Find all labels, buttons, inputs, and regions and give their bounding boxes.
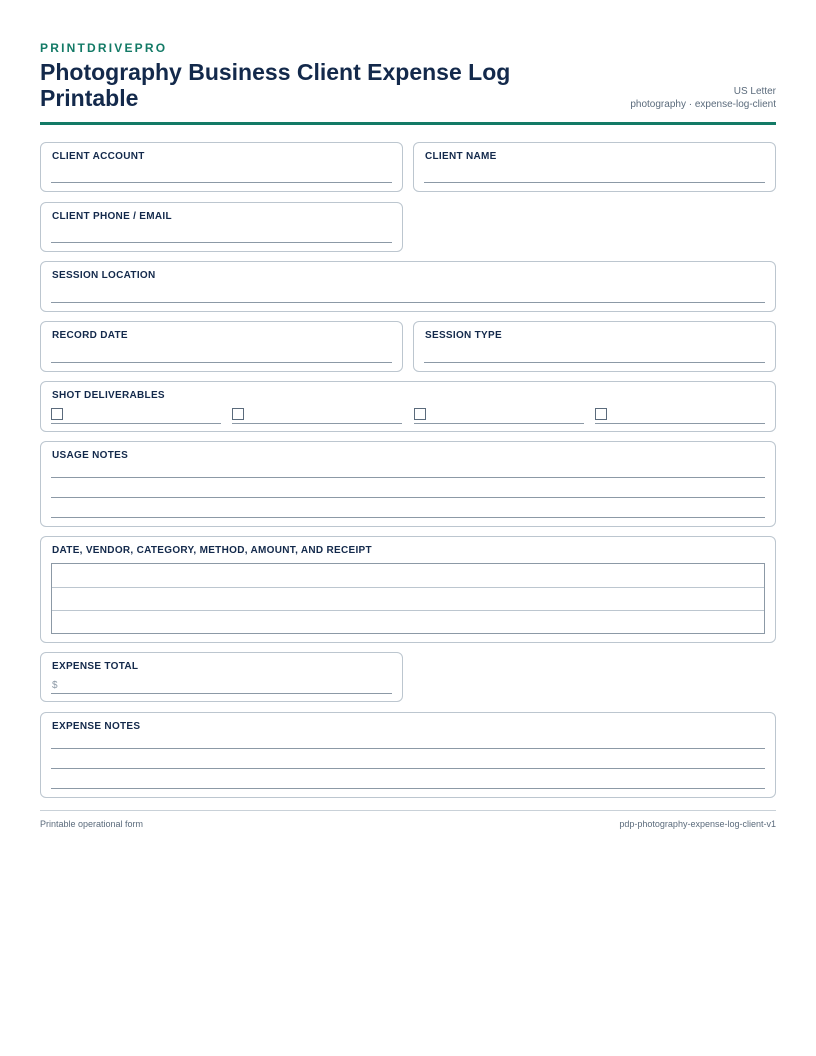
checkbox[interactable]: [595, 408, 607, 420]
table-row-divider: [52, 587, 764, 588]
shot-deliverables-label: SHOT DELIVERABLES: [52, 390, 165, 401]
session-type-field[interactable]: [413, 321, 776, 372]
record-date-write-line[interactable]: [51, 362, 392, 363]
deliverable-write-line[interactable]: [232, 423, 402, 424]
client-contact-write-line[interactable]: [51, 242, 392, 243]
expense-notes-write-line[interactable]: [51, 768, 765, 769]
expense-notes-write-line[interactable]: [51, 748, 765, 749]
expense-notes-write-line[interactable]: [51, 788, 765, 789]
expense-table-label: DATE, VENDOR, CATEGORY, METHOD, AMOUNT, AND RECEIPT: [52, 545, 372, 556]
brand-name: PRINTDRIVEPRO: [40, 41, 168, 55]
client-name-write-line[interactable]: [424, 182, 765, 183]
record-date-label: RECORD DATE: [52, 330, 128, 341]
page-title: Photography Business Client Expense Log Printable: [40, 59, 511, 111]
currency-symbol: $: [52, 680, 58, 691]
paper-size: US Letter: [733, 86, 776, 97]
client-contact-field[interactable]: [40, 202, 403, 252]
usage-notes-write-line[interactable]: [51, 517, 765, 518]
footer-caption: Printable operational form: [40, 819, 144, 829]
checkbox[interactable]: [51, 408, 63, 420]
usage-notes-field[interactable]: [40, 441, 776, 527]
record-date-field[interactable]: [40, 321, 403, 372]
session-location-field[interactable]: [40, 261, 776, 312]
shot-deliverables-field: [40, 381, 776, 432]
expense-table-field: [40, 536, 776, 643]
deliverable-write-line[interactable]: [414, 423, 584, 424]
client-name-field[interactable]: [413, 142, 776, 192]
document-tags: photography · expense-log-client: [630, 99, 776, 110]
expense-total-label: EXPENSE TOTAL: [52, 661, 139, 672]
deliverable-write-line[interactable]: [595, 423, 765, 424]
form-id: pdp-photography-expense-log-client-v1: [619, 819, 776, 829]
deliverable-option[interactable]: [232, 408, 402, 424]
session-location-label: SESSION LOCATION: [52, 270, 156, 281]
client-account-write-line[interactable]: [51, 182, 392, 183]
expense-notes-label: EXPENSE NOTES: [52, 721, 141, 732]
session-type-write-line[interactable]: [424, 362, 765, 363]
expense-total-field[interactable]: [40, 652, 403, 702]
header-divider: [40, 122, 776, 125]
table-row-divider: [52, 610, 764, 611]
deliverable-option[interactable]: [51, 408, 221, 424]
deliverable-write-line[interactable]: [51, 423, 221, 424]
expense-total-write-line[interactable]: [51, 693, 392, 694]
usage-notes-label: USAGE NOTES: [52, 450, 129, 461]
deliverable-option[interactable]: [414, 408, 584, 424]
session-location-write-line[interactable]: [51, 302, 765, 303]
checkbox[interactable]: [414, 408, 426, 420]
checkbox[interactable]: [232, 408, 244, 420]
client-account-field[interactable]: [40, 142, 403, 192]
session-type-label: SESSION TYPE: [425, 330, 502, 341]
client-name-label: CLIENT NAME: [425, 151, 497, 162]
deliverable-option[interactable]: [595, 408, 765, 424]
expense-table-grid[interactable]: [51, 563, 765, 634]
footer-divider: [40, 810, 776, 811]
client-account-label: CLIENT ACCOUNT: [52, 151, 145, 162]
document-meta: [630, 85, 776, 111]
usage-notes-write-line[interactable]: [51, 497, 765, 498]
usage-notes-write-line[interactable]: [51, 477, 765, 478]
client-contact-label: CLIENT PHONE / EMAIL: [52, 211, 172, 222]
expense-notes-field[interactable]: [40, 712, 776, 798]
